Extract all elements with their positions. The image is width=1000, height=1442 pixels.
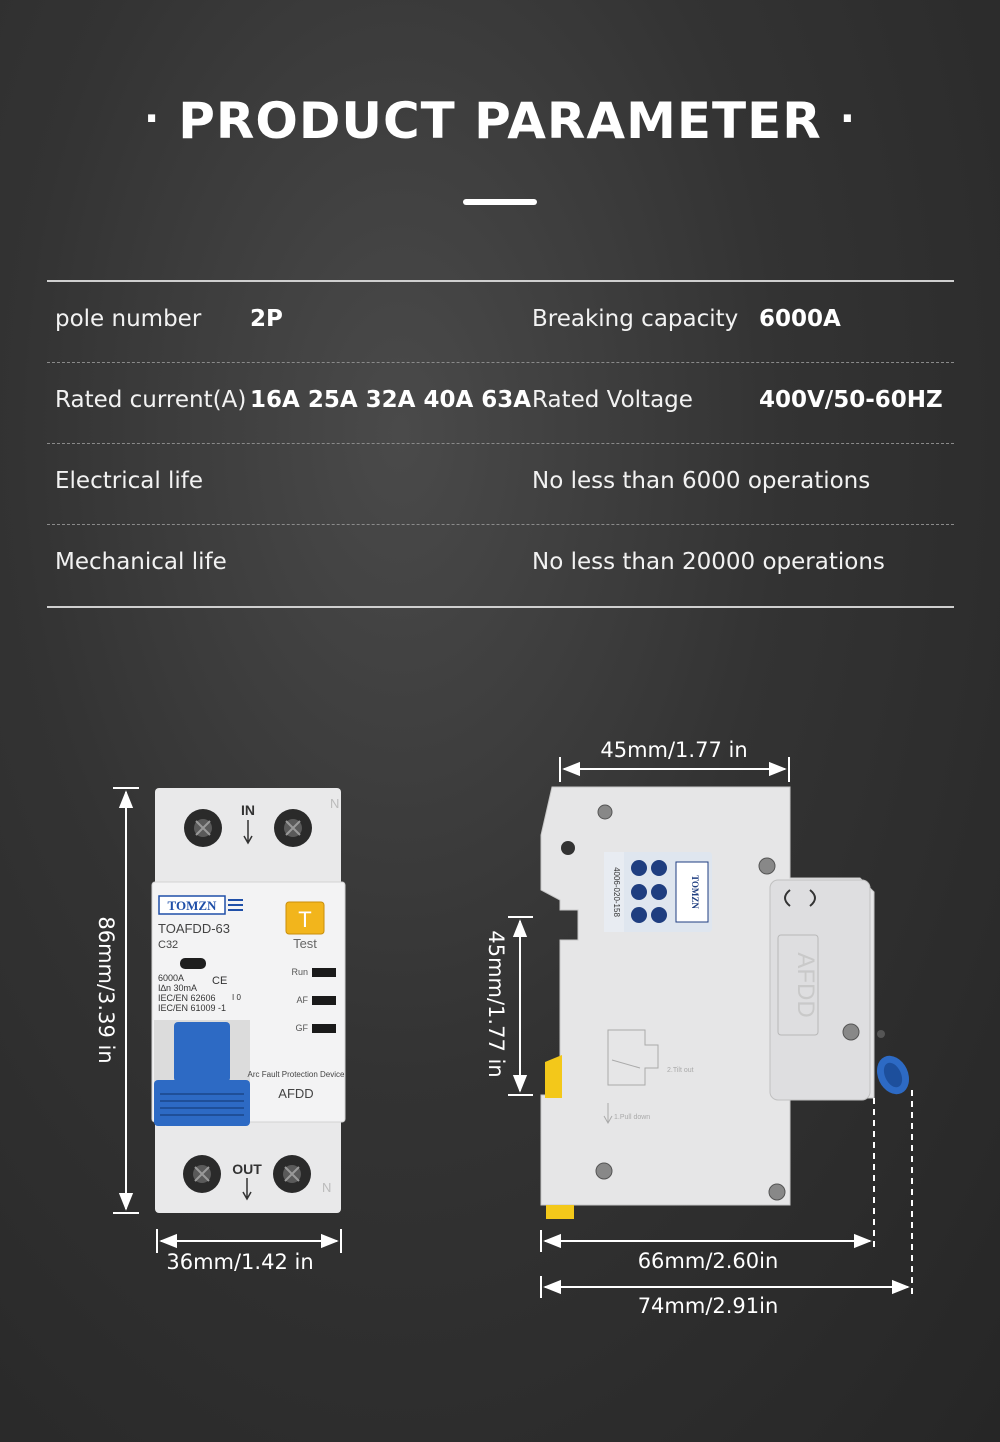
spec-value: 16A 25A 32A 40A 63A bbox=[250, 387, 532, 413]
spec-value: 2P bbox=[250, 306, 283, 332]
spec-label: Breaking capacity bbox=[532, 306, 739, 332]
n-mark: N bbox=[322, 1180, 332, 1195]
title-bullet-right: · bbox=[839, 96, 856, 142]
indicator-gf bbox=[312, 1024, 336, 1033]
terminal-screw-icon bbox=[273, 1155, 311, 1193]
spec-label: Rated Voltage bbox=[532, 387, 693, 413]
spec-label: Electrical life bbox=[55, 468, 204, 494]
title-bullet-left: · bbox=[144, 96, 161, 142]
test-key: T bbox=[298, 907, 312, 932]
spec-line: I∆n 30mA bbox=[158, 983, 198, 993]
dim-label-height-side: 45mm/1.77 in bbox=[484, 930, 508, 1078]
in-label: IN bbox=[241, 802, 255, 818]
test-label: Test bbox=[293, 936, 317, 951]
side-brand-logo: TOMZN bbox=[690, 875, 700, 909]
spec-line: IEC/EN 62606 bbox=[158, 993, 216, 1003]
indicator-af bbox=[312, 996, 336, 1005]
terminal-screw-icon bbox=[184, 809, 222, 847]
model-text: TOAFDD-63 bbox=[158, 921, 230, 936]
label-code: 4006-020-158 bbox=[612, 867, 621, 917]
title-text: PRODUCT PARAMETER bbox=[178, 92, 822, 150]
mount-step-2: 2.Tilt out bbox=[667, 1067, 694, 1074]
device-type: AFDD bbox=[278, 1086, 314, 1101]
spec-line: IEC/EN 61009 -1 bbox=[158, 1003, 227, 1013]
spec-value: No less than 20000 operations bbox=[532, 549, 885, 575]
out-label: OUT bbox=[232, 1161, 262, 1177]
side-device-image bbox=[541, 787, 915, 1219]
switch-marks: I 0 bbox=[232, 993, 241, 1002]
front-device-image bbox=[152, 788, 345, 1213]
dim-label-width-front: 36mm/1.42 in bbox=[166, 1250, 314, 1274]
indicator-label: GF bbox=[295, 1023, 308, 1033]
dim-label-height-front: 86mm/3.39 in bbox=[94, 916, 118, 1064]
spec-value: 400V/50-60HZ bbox=[759, 387, 943, 413]
dim-label-width-side: 45mm/1.77 in bbox=[600, 738, 748, 762]
dim-label-depth-total: 74mm/2.91in bbox=[637, 1294, 779, 1318]
spec-label: Rated current(A) bbox=[55, 387, 247, 413]
indicator-label: AF bbox=[296, 995, 308, 1005]
device-desc: Arc Fault Protection Device bbox=[247, 1070, 345, 1079]
dim-label-depth-body: 66mm/2.60in bbox=[637, 1249, 779, 1273]
spec-value: No less than 6000 operations bbox=[532, 468, 871, 494]
mount-step-1: 1.Pull down bbox=[614, 1114, 651, 1121]
indicator-label: Run bbox=[291, 967, 308, 977]
spec-label: Mechanical life bbox=[55, 549, 227, 575]
indicator-run bbox=[312, 968, 336, 977]
brand-logo: TOMZN bbox=[167, 898, 217, 913]
spec-line: 6000A bbox=[158, 973, 185, 983]
side-afdd-text: AFDD bbox=[792, 952, 819, 1018]
n-mark: N bbox=[330, 796, 340, 811]
toggle-lever bbox=[174, 1022, 230, 1082]
spec-value: 6000A bbox=[759, 306, 841, 332]
ce-mark: CE bbox=[212, 975, 228, 987]
terminal-screw-icon bbox=[274, 809, 312, 847]
rating-text: C32 bbox=[158, 939, 179, 951]
spec-label: pole number bbox=[55, 306, 202, 332]
terminal-screw-icon bbox=[183, 1155, 221, 1193]
dimension-height-side bbox=[508, 917, 533, 1095]
